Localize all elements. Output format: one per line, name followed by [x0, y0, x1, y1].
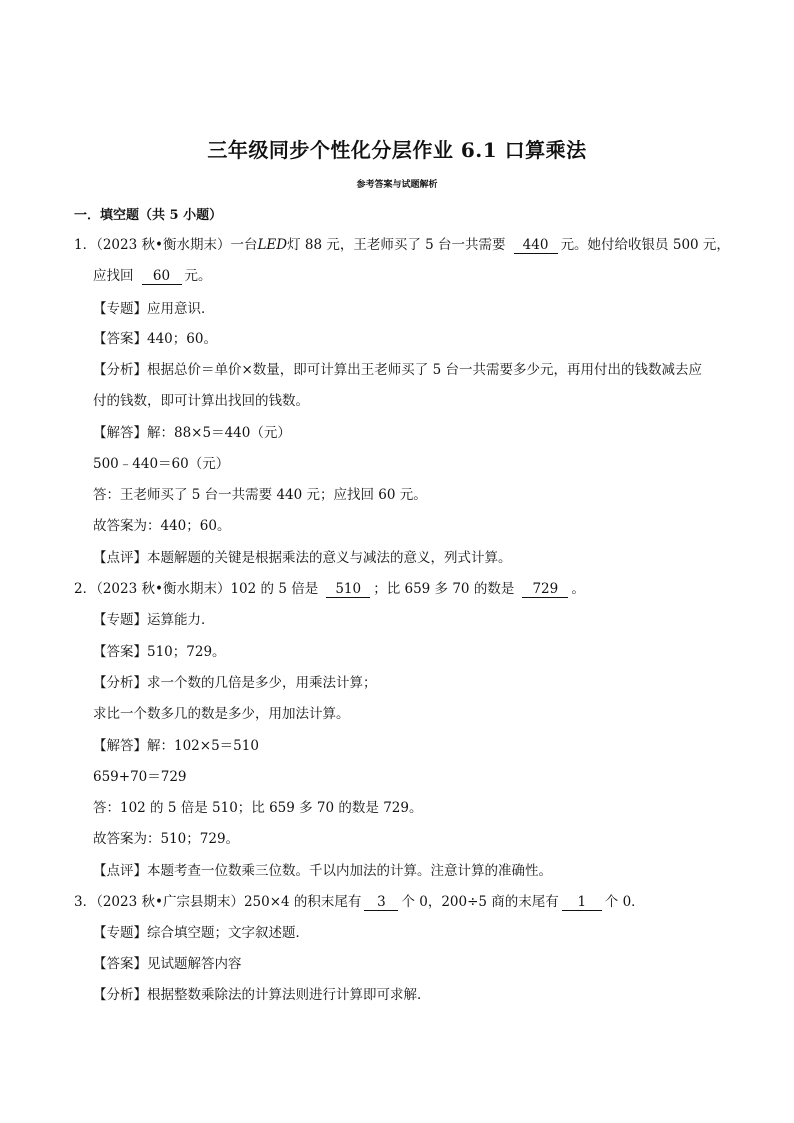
- solution-line: 659+70＝729: [93, 769, 187, 785]
- analysis-line: 付的钱数，即可计算出找回的钱数。: [93, 393, 309, 409]
- analysis-line: 【分析】根据整数乘除法的计算法则进行计算即可求解．: [93, 987, 431, 1003]
- led-term: LED: [257, 237, 288, 253]
- comment-line: 【点评】本题解题的关键是根据乘法的意义与减法的意义，列式计算。: [93, 550, 512, 566]
- page-title: 三年级同步个性化分层作业 6.1 口算乘法: [207, 138, 587, 162]
- solution-line: 故答案为：440；60。: [93, 518, 231, 534]
- answer-line: 【答案】510；729。: [93, 644, 226, 660]
- solution-line: 【解答】解：102×5＝510: [93, 738, 259, 754]
- topic-line: 【专题】应用意识．: [93, 301, 215, 317]
- question-2: 2．（2023 秋•衡水期末）102 的 5 倍是 510 ；比 659 多 70 的数是 729 。: [74, 581, 585, 597]
- answer-line: 【答案】440；60。: [93, 331, 217, 347]
- solution-line: 【解答】解：88×5＝440（元）: [93, 425, 291, 441]
- question-number: 3．: [74, 894, 97, 910]
- question-number: 2．: [74, 581, 97, 597]
- question-source: （2023 秋•广宗县期末）: [96, 894, 244, 910]
- question-1-cont: 应找回 60 元。: [93, 268, 212, 284]
- answer-blank: 1: [562, 894, 602, 911]
- question-number: 1．: [74, 237, 97, 253]
- topic-line: 【专题】运算能力．: [93, 612, 215, 628]
- question-1: 1．（2023 秋•衡水期末）一台LED灯 88 元，王老师买了 5 台一共需要 440 元。她付给收银员 500 元，: [74, 237, 730, 253]
- answer-blank: 729: [522, 581, 568, 598]
- question-source: （2023 秋•衡水期末）: [96, 581, 231, 597]
- topic-line: 【专题】综合填空题；文字叙述题．: [93, 925, 309, 941]
- answer-blank: 440: [514, 237, 558, 254]
- page-subtitle: 参考答案与试题解析: [356, 180, 438, 190]
- analysis-line: 【分析】求一个数的几倍是多少，用乘法计算；: [93, 675, 377, 691]
- solution-line: 500﹣440＝60（元）: [93, 456, 230, 472]
- question-3: 3．（2023 秋•广宗县期末）250×4 的积末尾有 3 个 0，200÷5 商的末尾有 1 个 0．: [74, 894, 645, 910]
- solution-line: 答：王老师买了 5 台一共需要 440 元；应找回 60 元。: [93, 487, 427, 503]
- answer-blank: 3: [364, 894, 398, 911]
- answer-line: 【答案】见试题解答内容: [93, 956, 242, 972]
- analysis-line: 求比一个数多几的数是多少，用加法计算。: [93, 706, 350, 722]
- answer-blank: 60: [142, 268, 182, 285]
- analysis-line: 【分析】根据总价＝单价×数量，即可计算出王老师买了 5 台一共需要多少元，再用付出的钱数减去应: [93, 362, 702, 378]
- section-heading: 一．填空题（共 5 小题）: [74, 208, 223, 223]
- solution-line: 答：102 的 5 倍是 510；比 659 多 70 的数是 729。: [93, 800, 423, 816]
- question-source: （2023 秋•衡水期末）: [96, 237, 231, 253]
- solution-line: 故答案为：510；729。: [93, 831, 240, 847]
- answer-blank: 510: [326, 581, 370, 598]
- comment-line: 【点评】本题考查一位数乘三位数。千以内加法的计算。注意计算的准确性。: [93, 863, 552, 879]
